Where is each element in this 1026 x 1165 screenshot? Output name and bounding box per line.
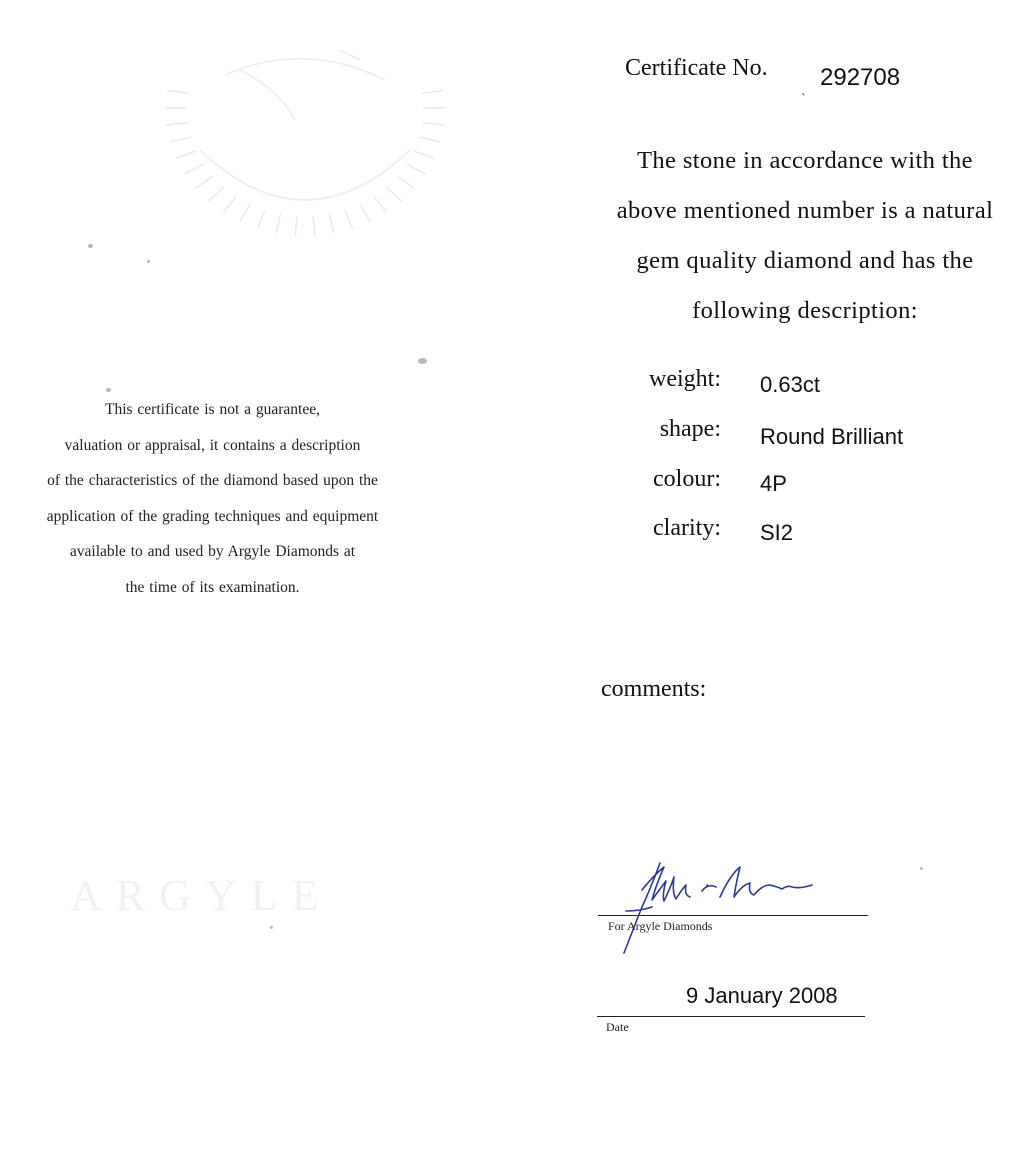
date-value: 9 January 2008	[686, 983, 838, 1008]
paper-speck	[920, 867, 923, 870]
seal-ray	[295, 216, 297, 236]
seal-ray	[276, 214, 281, 233]
colour-value: 4P	[760, 471, 787, 496]
seal-ray	[414, 151, 434, 159]
signatory-label: For Argyle Diamonds	[608, 919, 713, 933]
disclaimer-line: the time of its examination.	[125, 578, 300, 596]
seal-ray	[386, 187, 401, 201]
seal-ray	[360, 204, 370, 222]
weight-label: weight:	[649, 366, 721, 392]
seal-ray	[170, 137, 191, 142]
date-line	[597, 1016, 865, 1017]
paper-speck	[147, 260, 150, 263]
seal-ray	[422, 123, 444, 125]
seal-ray	[329, 214, 334, 233]
statement-line: gem quality diamond and has the	[636, 247, 974, 274]
disclaimer-text	[10, 392, 415, 605]
disclaimer-line: valuation or appraisal, it contains a description	[64, 436, 361, 454]
paper-speck	[418, 358, 427, 364]
seal-ray	[345, 210, 352, 229]
seal-ray	[374, 196, 387, 212]
seal-ray	[407, 164, 426, 174]
ink-mark: `	[801, 92, 806, 107]
statement-line: above mentioned number is a natural	[616, 197, 994, 224]
seal-ray	[313, 216, 315, 236]
clarity-value: SI2	[760, 520, 794, 545]
disclaimer-line: available to and used by Argyle Diamonds at	[69, 543, 356, 560]
seal-ray	[176, 151, 196, 159]
signature-line	[598, 915, 868, 916]
seal-ray	[166, 123, 188, 125]
comments-label: comments:	[601, 676, 707, 702]
statement-line: following description:	[692, 297, 918, 324]
colour-label: colour:	[653, 466, 721, 492]
embossed-seal	[130, 0, 480, 260]
certificate-number-value: 292708	[820, 64, 901, 91]
weight-value: 0.63ct	[760, 372, 820, 397]
seal-ray	[223, 196, 236, 212]
statement-line: The stone in accordance with the	[637, 147, 973, 174]
paper-speck	[88, 244, 93, 248]
handwritten-signature	[612, 845, 827, 960]
certificate-statement	[595, 136, 1015, 336]
clarity-label: clarity:	[653, 515, 721, 541]
seal-wordmark: ARGYLE	[70, 871, 333, 920]
disclaimer-line: application of the grading techniques and equipment	[46, 507, 379, 525]
seal-ray	[422, 90, 444, 93]
disclaimer-line: This certificate is not a guarantee,	[104, 401, 320, 418]
certificate-number-label: Certificate No.	[625, 55, 768, 81]
shape-label: shape:	[659, 416, 721, 442]
seal-ray	[240, 204, 250, 222]
seal-ray	[184, 164, 203, 174]
seal-ray	[258, 210, 265, 229]
seal-ray	[397, 176, 414, 188]
seal-ray	[195, 176, 212, 188]
seal-ray	[419, 137, 440, 142]
seal-ray	[167, 90, 189, 93]
date-label: Date	[606, 1020, 629, 1034]
paper-speck	[270, 926, 273, 929]
shape-value: Round Brilliant	[760, 424, 904, 449]
disclaimer-line: of the characteristics of the diamond based upon the	[47, 472, 378, 489]
seal-ray	[209, 187, 224, 201]
